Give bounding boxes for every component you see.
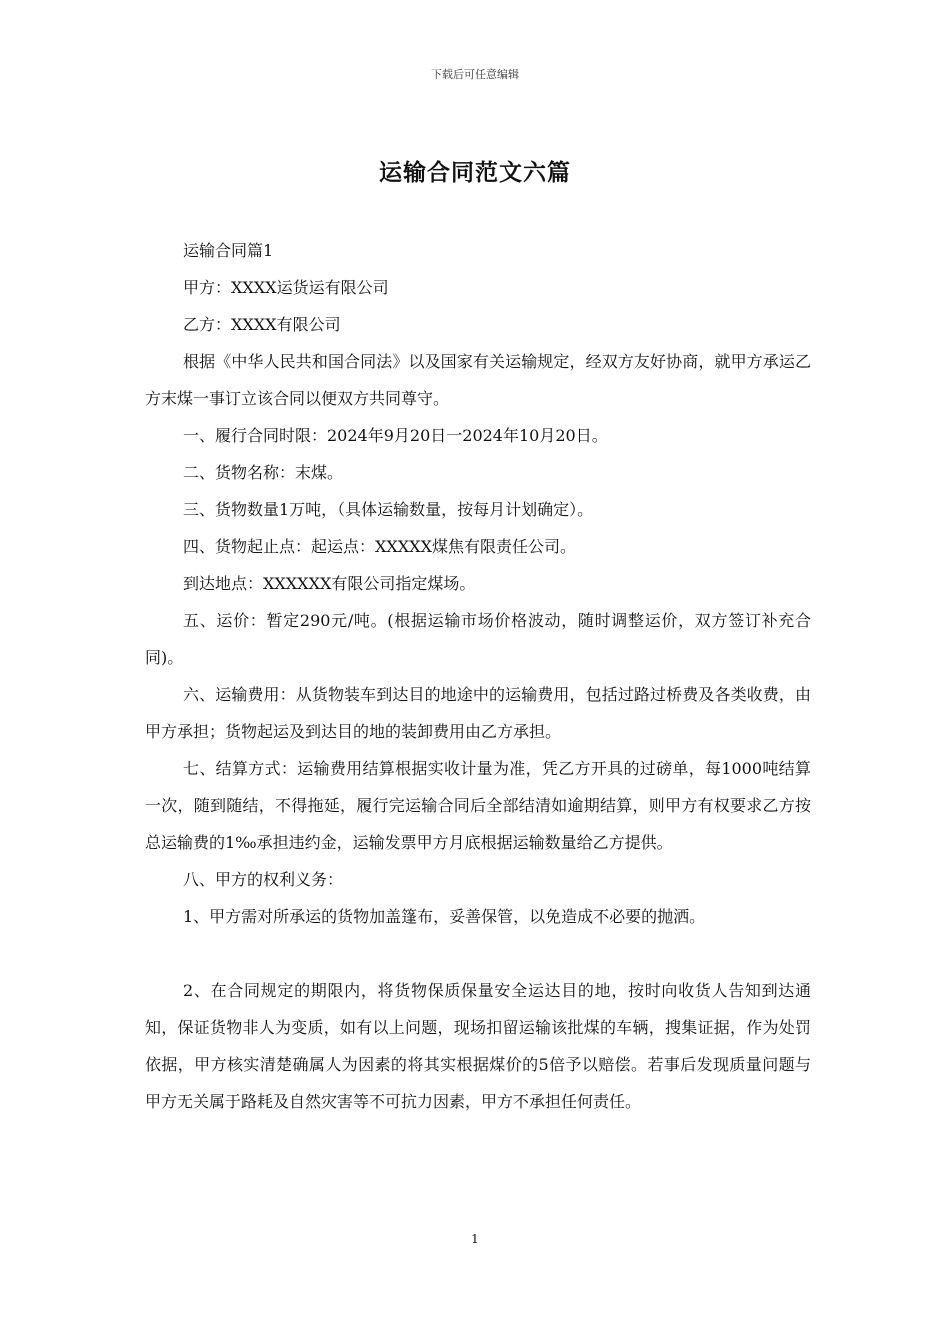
page-number: 1 bbox=[471, 1232, 479, 1246]
party-a: 甲方：XXXX运货运有限公司 bbox=[183, 278, 389, 297]
clause-quantity: 三、货物数量1万吨，（具体运输数量，按每月计划确定）。 bbox=[183, 500, 594, 519]
obligation-item-2: 2、在合同规定的期限内，将货物保质保量安全运达目的地，按时向收货人告知到达通知，保证货物非人为变质，如有以上问题，现场扣留运输该批煤的车辆，搜集证据，作为处罚依据，甲方核实清楚确属人为因素的将其实根据煤价的5倍予以赔偿。若事后发现质量问题与甲方无关属于路耗及自然灾害等不可抗力因素，甲方不承担任何责任。 bbox=[145, 981, 811, 1111]
obligation-item-1: 1、甲方需对所承运的货物加盖篷布，妥善保管，以免造成不必要的抛洒。 bbox=[183, 907, 706, 926]
document-title: 运输合同范文六篇 bbox=[379, 159, 571, 186]
page-header: 下载后可任意编辑 bbox=[431, 68, 519, 81]
section-heading: 运输合同篇1 bbox=[183, 241, 274, 260]
party-b: 乙方：XXXX有限公司 bbox=[183, 315, 341, 334]
clause-origin: 四、货物起止点：起运点：XXXXX煤焦有限责任公司。 bbox=[183, 537, 576, 556]
clause-settlement: 七、结算方式：运输费用结算根据实收计量为准，凭乙方开具的过磅单，每1000吨结算一次，随到随结，不得拖延，履行完运输合同后全部结清如逾期结算，则甲方有权要求乙方按总运输费的1‰承担违约金，运输发票甲方月底根据运输数量给乙方提供。 bbox=[145, 759, 811, 852]
clause-term: 一、履行合同时限：2024年9月20日一2024年10月20日。 bbox=[183, 426, 608, 445]
clause-goods-name: 二、货物名称：末煤。 bbox=[183, 463, 344, 482]
preamble-paragraph: 根据《中华人民共和国合同法》以及国家有关运输规定，经双方友好协商，就甲方承运乙方末煤一事订立该合同以便双方共同尊守。 bbox=[145, 352, 811, 408]
document-body bbox=[145, 232, 811, 1120]
clause-transport-cost: 六、运输费用：从货物装车到达目的地途中的运输费用，包括过路过桥费及各类收费，由甲方承担；货物起运及到达目的地的装卸费用由乙方承担。 bbox=[145, 685, 811, 741]
paragraph-gap bbox=[145, 935, 811, 972]
clause-party-a-obligations: 八、甲方的权利义务： bbox=[183, 870, 344, 889]
clause-price: 五、运价：暂定290元/吨。(根据运输市场价格波动，随时调整运价，双方签订补充合同)。 bbox=[145, 611, 811, 667]
clause-destination: 到达地点：XXXXXX有限公司指定煤场。 bbox=[183, 574, 476, 593]
